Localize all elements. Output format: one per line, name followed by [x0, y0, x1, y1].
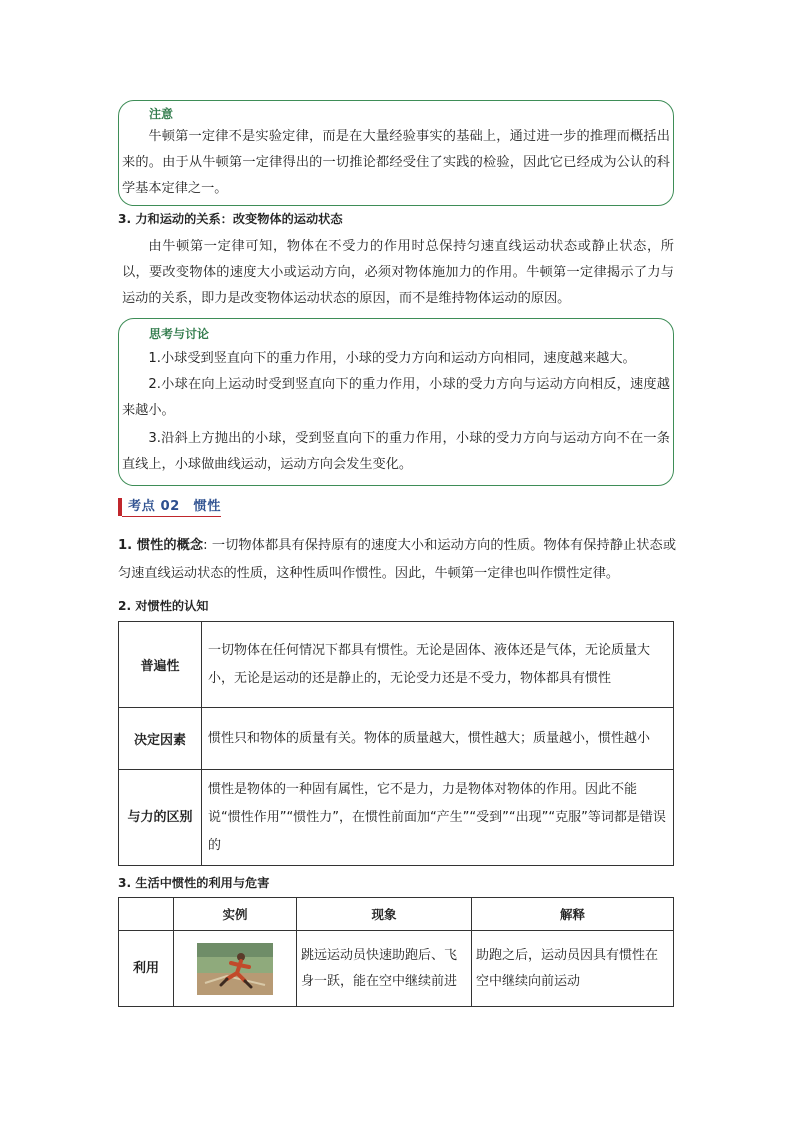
section3-heading: 3. 力和运动的关系：改变物体的运动状态 [118, 212, 343, 226]
inertia-concept: 1. 惯性的概念: 一切物体都具有保持原有的速度大小和运动方向的性质。物体有保持静止状态或匀速直线运动状态的性质，这种性质叫作惯性。因此，牛顿第一定律也叫作惯性定律。 [118, 538, 677, 581]
table-value: 一切物体在任何情况下都具有惯性。无论是固体、液体还是气体，无论质量大小，无论是运动的还是静止的，无论受力还是不受力，物体都具有惯性 [202, 622, 674, 708]
phenomenon-cell: 跳远运动员快速助跑后、飞身一跃，能在空中继续前进 [297, 931, 472, 1007]
table-header [119, 898, 174, 931]
section3-text: 由牛顿第一定律可知，物体在不受力的作用时总保持匀速直线运动状态或静止状态，所以，要改变物体的速度大小或运动方向，必须对物体施加力的作用。牛顿第一定律揭示了力与运动的关系，即力是改变物体运动状态的原因，而不是维持物体运动的原因。 [122, 239, 674, 306]
table-value: 惯性是物体的一种固有属性，它不是力，力是物体对物体的作用。因此不能说“惯性作用”“惯性力”，在惯性前面加“产生”“受到”“出现”“克服”等词都是错误的 [202, 770, 674, 866]
table-header: 现象 [297, 898, 472, 931]
inertia-table [118, 621, 674, 866]
table-value: 惯性只和物体的质量有关。物体的质量越大，惯性越大；质量越小，惯性越小 [202, 708, 674, 770]
discussion-item: 3.沿斜上方抛出的小球，受到竖直向下的重力作用，小球的受力方向与运动方向不在一条直线上，小球做曲线运动，运动方向会发生变化。 [122, 431, 670, 472]
table-header-row [119, 898, 674, 931]
kaodian-heading [118, 497, 221, 517]
explanation-cell: 助跑之后，运动员因具有惯性在空中继续向前运动 [472, 931, 674, 1007]
use-table-heading: 3. 生活中惯性的利用与危害 [118, 876, 270, 890]
example-cell [174, 931, 297, 1007]
table-row [119, 931, 674, 1007]
discussion-title: 思考与讨论 [149, 327, 210, 341]
discussion-item: 1.小球受到竖直向下的重力作用，小球的受力方向和运动方向相同，速度越来越大。 [148, 351, 636, 366]
table-key: 普遍性 [119, 622, 202, 708]
use-table [118, 897, 674, 1007]
table-row-type: 利用 [119, 931, 174, 1007]
table-row [119, 622, 674, 708]
note-text: 牛顿第一定律不是实验定律，而是在大量经验事实的基础上，通过进一步的推理而概括出来的。由于从牛顿第一定律得出的一切推论都经受住了实践的检验，因此它已经成为公认的科学基本定律之一。 [122, 129, 670, 196]
kaodian-label: 考点 02 惯性 [122, 498, 221, 517]
inertia-concept-text: 一切物体都具有保持原有的速度大小和运动方向的性质。物体有保持静止状态或匀速直线运动状态的性质，这种性质叫作惯性。因此，牛顿第一定律也叫作惯性定律。 [118, 538, 677, 581]
table-header: 实例 [174, 898, 297, 931]
inertia-concept-label: 1. 惯性的概念 [118, 538, 204, 553]
inertia-table-heading: 2. 对惯性的认知 [118, 599, 209, 613]
table-row [119, 708, 674, 770]
discussion-item: 2.小球在向上运动时受到竖直向下的重力作用，小球的受力方向与运动方向相反，速度越来越小。 [122, 377, 670, 418]
note-title: 注意 [149, 107, 174, 121]
table-row [119, 770, 674, 866]
table-key: 与力的区别 [119, 770, 202, 866]
long-jump-photo [197, 943, 273, 995]
table-header: 解释 [472, 898, 674, 931]
table-key: 决定因素 [119, 708, 202, 770]
